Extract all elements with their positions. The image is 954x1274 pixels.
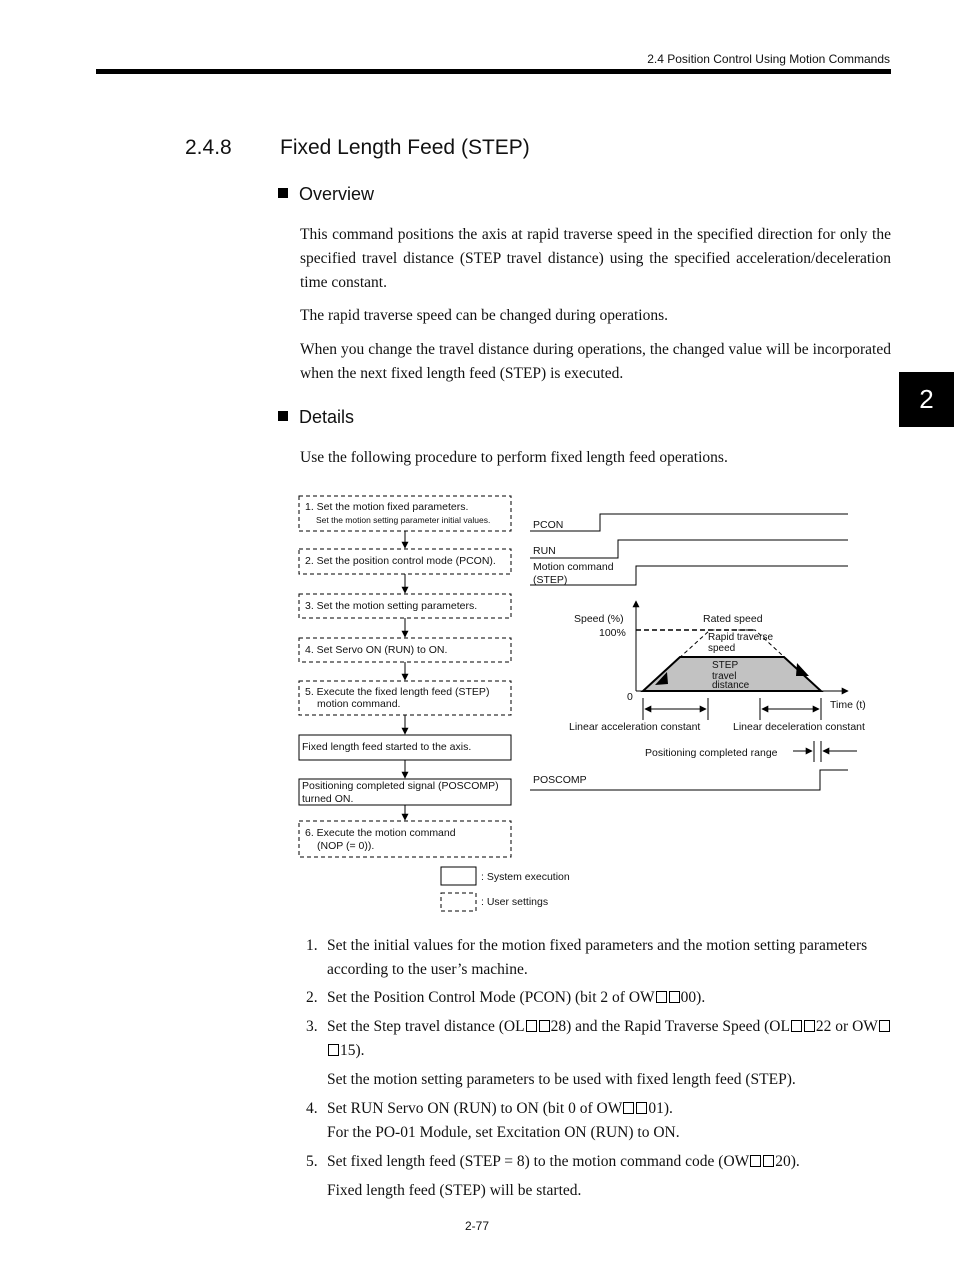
- pcon-label: PCON: [533, 519, 564, 531]
- step-number: 1.: [306, 937, 318, 954]
- section-title: Fixed Length Feed (STEP): [280, 136, 530, 159]
- step-travel-label-2: travel: [712, 671, 737, 682]
- overview-paragraph-1: This command positions the axis at rapid traverse speed in the specified direction for only the specified travel distance (STEP travel distance) using the specified acceleration/deceleration time constant.: [300, 226, 891, 291]
- placeholder-box-icon: [669, 991, 680, 1003]
- placeholder-box-icon: [804, 1020, 815, 1032]
- legend-system-swatch: [441, 867, 476, 885]
- legend-user-swatch: [441, 893, 476, 911]
- flow-box-7-line2: turned ON.: [302, 793, 354, 805]
- details-heading-text: Details: [299, 407, 355, 427]
- step-5-note: Fixed length feed (STEP) will be started.: [327, 1182, 582, 1199]
- placeholder-box-icon: [636, 1102, 647, 1114]
- step-1: [306, 934, 892, 982]
- speed-axis-label: Speed (%): [574, 613, 624, 625]
- step-3-text: Set the Step travel distance (OL 28) and the Rapid Traverse Speed (OL 22 or OW15).: [327, 1015, 892, 1063]
- step-3: [306, 1015, 892, 1063]
- page-number: 2-77: [464, 1219, 490, 1233]
- motion-command-label-step: (STEP): [533, 574, 568, 586]
- placeholder-box-icon: [623, 1102, 634, 1114]
- step-4-line2: For the PO-01 Module, set Excitation ON (RUN) to ON.: [327, 1124, 680, 1141]
- section-number: 2.4.8: [185, 136, 232, 159]
- running-header: 2.4 Position Control Using Motion Commands: [647, 52, 890, 66]
- time-axis-label: Time (t): [830, 699, 866, 711]
- legend-system-label: : System execution: [481, 871, 570, 883]
- positioning-range-label: Positioning completed range: [645, 747, 778, 759]
- placeholder-box-icon: [539, 1020, 550, 1032]
- placeholder-box-icon: [750, 1155, 761, 1167]
- step-2-text: Set the Position Control Mode (PCON) (bit 2 of OW 00).: [327, 989, 706, 1006]
- flow-box-8-line2: (NOP (= 0)).: [317, 840, 375, 852]
- motion-command-label: Motion command: [533, 561, 614, 573]
- placeholder-box-icon: [763, 1155, 774, 1167]
- flow-box-2-line1: 2. Set the position control mode (PCON).: [305, 555, 496, 567]
- rapid-traverse-label: Rapid traverse: [708, 632, 774, 643]
- flow-box-1-line2: Set the motion setting parameter initial values.: [316, 515, 491, 525]
- step-travel-label-3: distance: [712, 680, 750, 691]
- step-5: [306, 1150, 892, 1174]
- deceleration-arrow-icon: [796, 663, 809, 676]
- flow-box-5-line2: motion command.: [317, 698, 401, 710]
- poscomp-label: POSCOMP: [533, 774, 587, 786]
- linear-acceleration-label: Linear acceleration constant: [569, 721, 701, 733]
- chapter-tab[interactable]: 2: [899, 372, 954, 427]
- step-number: 5.: [306, 1153, 318, 1170]
- overview-heading-text: Overview: [299, 184, 375, 204]
- placeholder-box-icon: [526, 1020, 537, 1032]
- step-number: 3.: [306, 1018, 318, 1035]
- flow-box-4-line1: 4. Set Servo ON (RUN) to ON.: [305, 644, 448, 656]
- overview-paragraph-2: The rapid traverse speed can be changed during operations.: [300, 307, 668, 324]
- rapid-traverse-label-2: speed: [708, 643, 736, 654]
- details-intro: Use the following procedure to perform fixed length feed operations.: [300, 449, 728, 466]
- step-3-note: Set the motion setting parameters to be used with fixed length feed (STEP).: [327, 1071, 796, 1088]
- placeholder-box-icon: [328, 1044, 339, 1056]
- step-number: 2.: [306, 989, 318, 1006]
- overview-paragraph-3: When you change the travel distance during operations, the changed value will be incorporated when the next fixed length feed (STEP) is executed.: [300, 341, 891, 382]
- placeholder-box-icon: [791, 1020, 802, 1032]
- placeholder-box-icon: [879, 1020, 890, 1032]
- legend-user-label: : User settings: [481, 896, 549, 908]
- step-4: [306, 1097, 892, 1145]
- flow-box-8-line1: 6. Execute the motion command: [305, 827, 456, 839]
- step-1-text: Set the initial values for the motion fixed parameters and the motion setting parameters according to the user’s machine.: [327, 937, 868, 978]
- step-number: 4.: [306, 1100, 318, 1117]
- placeholder-box-icon: [656, 991, 667, 1003]
- step-5-text: Set fixed length feed (STEP = 8) to the motion command code (OW 20).: [327, 1153, 800, 1170]
- flow-box-1-line1: 1. Set the motion fixed parameters.: [305, 501, 469, 513]
- run-label: RUN: [533, 545, 556, 557]
- speed-zero-label: 0: [627, 691, 633, 703]
- flow-box-5-line1: 5. Execute the fixed length feed (STEP): [305, 686, 490, 698]
- flow-box-7-line1: Positioning completed signal (POSCOMP): [302, 780, 499, 792]
- rated-speed-label: Rated speed: [703, 613, 763, 625]
- step-travel-label-1: STEP: [712, 660, 739, 671]
- speed-100-label: 100%: [599, 627, 626, 639]
- step-2: [306, 986, 892, 1010]
- flow-box-6-line1: Fixed length feed started to the axis.: [302, 741, 472, 753]
- pcon-signal: [530, 514, 848, 531]
- flow-box-3-line1: 3. Set the motion setting parameters.: [305, 600, 478, 612]
- step-4-text: Set RUN Servo ON (RUN) to ON (bit 0 of OW 01). For the PO-01 Module, set Excitation ON (RUN) to ON.: [327, 1100, 680, 1141]
- linear-deceleration-label: Linear deceleration constant: [733, 721, 865, 733]
- run-signal: [530, 540, 848, 558]
